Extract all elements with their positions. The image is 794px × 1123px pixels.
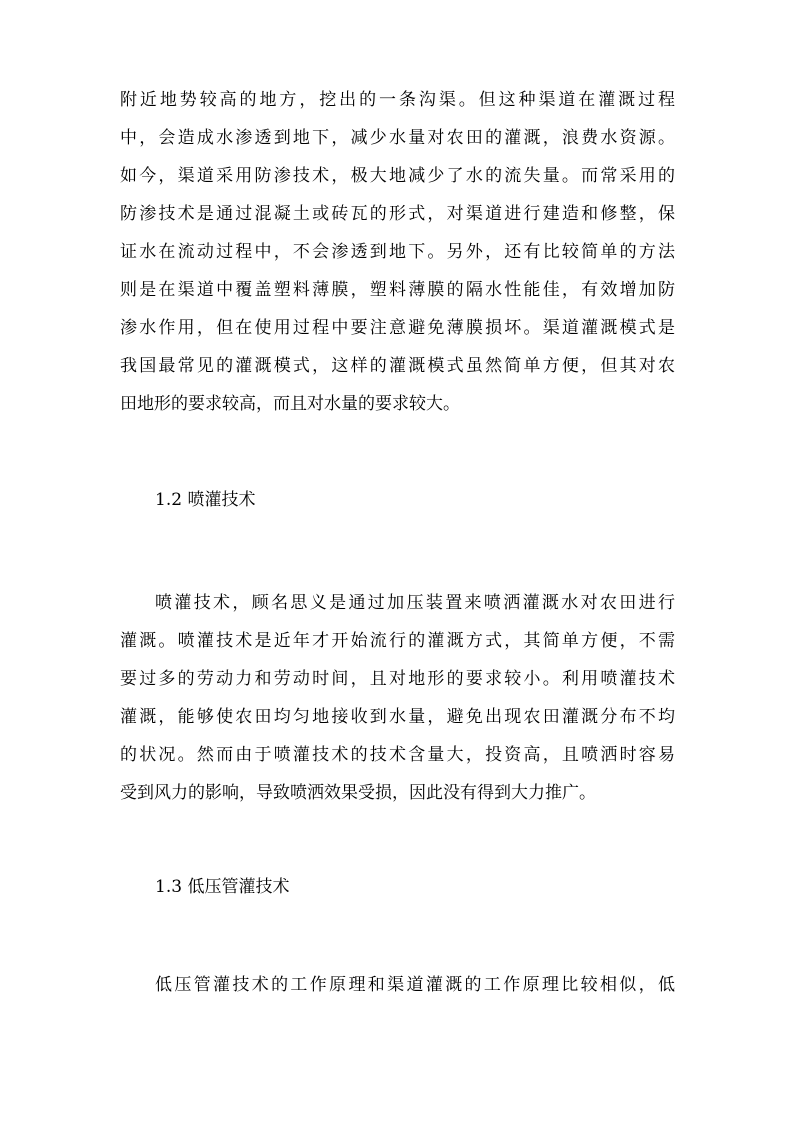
paragraph-line: 中，会造成水渗透到地下，减少水量对农田的灌溉，浪费水资源。 [120, 128, 675, 148]
paragraph-line: 渗水作用，但在使用过程中要注意避免薄膜损坏。渠道灌溉模式是 [120, 318, 675, 338]
section-heading-1-3: 1.3 低压管灌技术 [155, 877, 290, 897]
paragraph-line: 则是在渠道中覆盖塑料薄膜，塑料薄膜的隔水性能佳，有效增加防 [120, 280, 675, 300]
section-heading-1-2: 1.2 喷灌技术 [155, 490, 256, 510]
paragraph-line: 低压管灌技术的工作原理和渠道灌溉的工作原理比较相似，低 [155, 975, 675, 995]
paragraph-line: 防渗技术是通过混凝土或砖瓦的形式，对渠道进行建造和修整，保 [120, 204, 675, 224]
paragraph-line: 如今，渠道采用防渗技术，极大地减少了水的流失量。而常采用的 [120, 166, 675, 186]
paragraph-line: 附近地势较高的地方，挖出的一条沟渠。但这种渠道在灌溉过程 [120, 90, 675, 110]
paragraph-line: 灌溉。喷灌技术是近年才开始流行的灌溉方式，其简单方便，不需 [120, 631, 675, 651]
paragraph-line: 灌溉，能够使农田均匀地接收到水量，避免出现农田灌溉分布不均 [120, 707, 675, 727]
paragraph-line: 证水在流动过程中，不会渗透到地下。另外，还有比较简单的方法 [120, 242, 675, 262]
paragraph-line: 喷灌技术，顾名思义是通过加压装置来喷洒灌溉水对农田进行 [155, 593, 675, 613]
paragraph-line: 受到风力的影响，导致喷洒效果受损，因此没有得到大力推广。 [120, 783, 596, 803]
paragraph-line: 我国最常见的灌溉模式，这样的灌溉模式虽然简单方便，但其对农 [120, 356, 675, 376]
paragraph-line: 要过多的劳动力和劳动时间，且对地形的要求较小。利用喷灌技术 [120, 669, 675, 689]
paragraph-line: 的状况。然而由于喷灌技术的技术含量大，投资高，且喷洒时容易 [120, 745, 675, 765]
paragraph-line: 田地形的要求较高，而且对水量的要求较大。 [120, 394, 460, 414]
